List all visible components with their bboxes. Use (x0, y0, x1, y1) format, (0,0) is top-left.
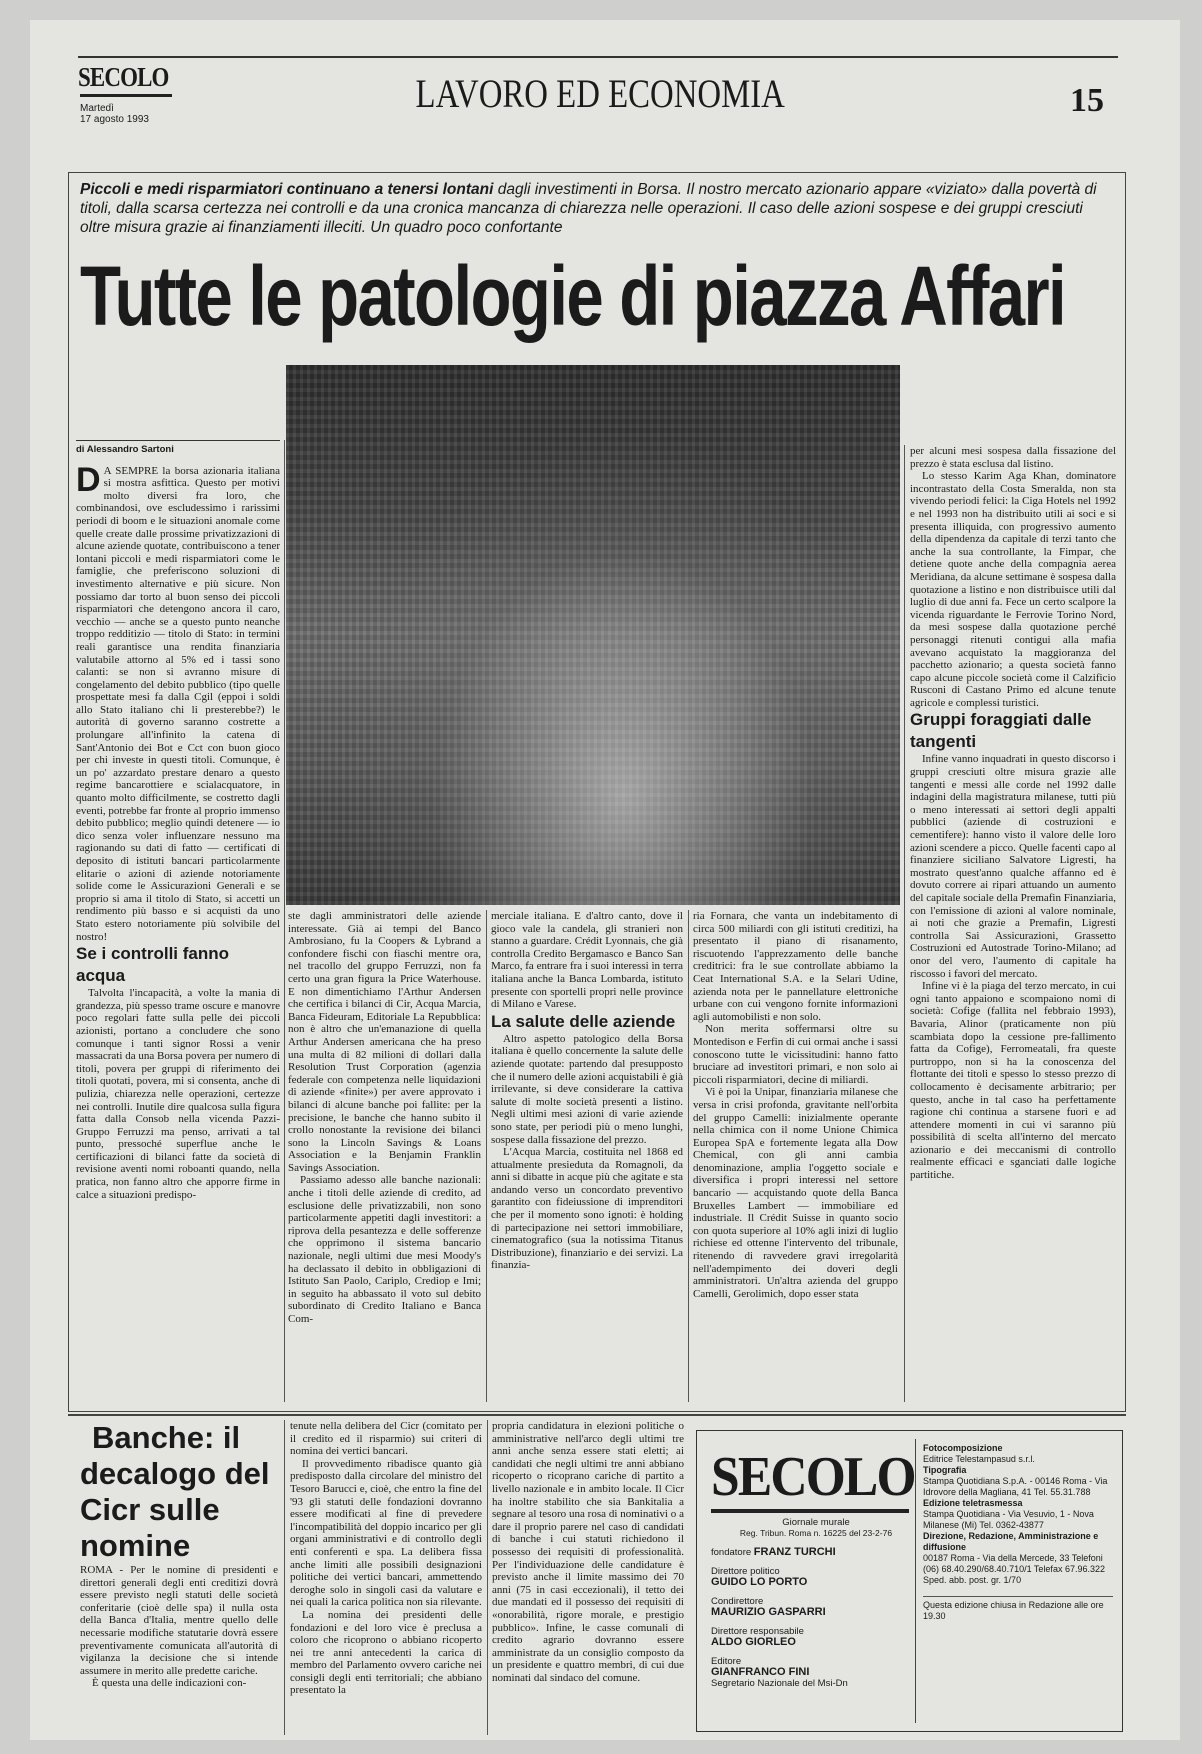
column-2 (288, 910, 481, 1402)
column-5 (910, 445, 1116, 1402)
imprint-heading: Direzione, Redazione, Amministrazione e diffusione (923, 1531, 1099, 1552)
date: 17 agosto 1993 (80, 114, 149, 125)
paragraph: tenute nella delibera del Cicr (comitato per il credito ed il risparmio) sui criteri di nomina dei vertici bancari. (290, 1420, 482, 1458)
staff-name: GIANFRANCO FINI (711, 1666, 810, 1678)
paragraph: D A SEMPRE la borsa azionaria italiana si mostra asfittica. Questo per motivi molto diversi fra loro, che combinandosi, ove escludessimo i rarissimi periodi di boom e le situazioni anomale come quelle create dalle prossime privatizzazioni di alcune aziende quotate, contribuiscono a tener lontani piccoli e medi risparmiatori come le famiglie, che preferiscono soluzioni di investimento alternative e più sicure. Non possiamo dar torto al buon senso dei piccoli risparmiatori che detengono ancora il caro, vecchio — anche se a questo punto neanche troppo redditizio — titolo di Stato: in termini reali garantisce una rendita finanziaria valutabile attorno al 5% ed i tassi sono calanti: se non si avranno misure di congelamento del debito pubblico (tipo quelle prospettate mesi fa dalla Cgil (eppoi i soldi allo Stato italiano chi li presterebbe?) le autorità di governo saranno costrette a prolungare all'infinito la catena di Sant'Antonio dei Bot e Cct con buon gioco per chi investe in questi titoli. Comunque, è un po' azzardato prestare denaro a questo regime bancarottiere e scialacquatore, in quanto molto difficilmente, se costretto dagli eventi, potrebbe far fronte al proprio immenso debito pubblico; meglio quindi detenere — io dico senza voler influenzare nessuno ma ragionando su dati di fatto — certificati di deposito di istituti bancari particolarmente elitarie o azioni di aziende notoriamente solide come le Assicurazioni Generali e se proprio si ama il titolo di Stato, si accetti un rendimento più basso e si acquisti da uno Stato estero notoriamente più solvibile del nostro! (76, 460, 280, 943)
imprint-text: Stampa Quotidiana S.p.A. - 00146 Roma - Via Idrovore della Magliana, 41 Tel. 55.31.788 (923, 1476, 1108, 1497)
imprint-heading: Edizione teletrasmessa (923, 1498, 1023, 1508)
staff-role: Editore (711, 1656, 742, 1667)
masthead-credits (711, 1517, 921, 1689)
page-number: 15 (1070, 82, 1104, 119)
column-4 (693, 910, 898, 1402)
subheading: Se i controlli fanno acqua (76, 944, 230, 986)
subheading: La salute delle aziende (491, 1011, 676, 1031)
paragraph: Infine vanno inquadrati in questo discorso i gruppi cresciuti oltre misura grazie alle tangenti e messi alle corde nel 1992 dalle indagini della magistratura milanese, tutti più o meno interessati ai settori degli appalti pubblici (aziende di costruzioni e cementifere): hanno visto il valore delle loro azioni scendere a picco. Quelle facenti capo al finanziere siciliano Salvatore Ligresti, ha mostrato quest'anno qualche affanno ed è dovuto correre ai ripari attuando un aumento del capitale sociale della Premafin Finanziaria, con l'emissione di azioni al valore nominale, ai noti che grazie a Premafin, Ligresti controlla Sai Assicurazioni, Grassetto Costruzioni ed Autostrade Torino-Milano; ad onor del vero, l'aumento di capitale ha riscosso i favori del mercato. (910, 753, 1116, 980)
subheading: Gruppi foraggiati dalle tangenti (910, 710, 1092, 752)
closing-note: Questa edizione chiusa in Redazione alle ore 19.30 (923, 1596, 1113, 1622)
imprint-text: Stampa Quotidiana - Via Vesuvio, 1 - Nova Milanese (Mi) Tel. 0362-43877 (923, 1509, 1094, 1530)
staff-role: Condirettore (711, 1596, 764, 1607)
staff-name: MAURIZIO GASPARRI (711, 1606, 826, 1618)
stock-exchange-photo (286, 365, 900, 905)
section-title (300, 70, 900, 117)
paragraph: Talvolta l'incapacità, a volte la mania di grandezza, più spesso trame oscure e manovre poco regolari fatte sulla pelle dei piccoli azionisti, portano a concludere che sono comunque i tanti signor Rossi a venir massacrati da una Borsa povera per numero di titoli, povera per gruppi di riferimento dei titoli quotati, povera, mi si consenta, anche di pulizia, chiarezza nelle operazioni, certezze nei controlli. Inutile dire qualcosa sulla figura fatta dalla Consob nella vicenda Pazzi-Gruppo Ferruzzi ma penso, arrivati a tal punto, pressoché superflue anche le certificazioni di bilanci fatte da società di revisione aventi nomi roboanti quando, nella pratica, non fanno altro che apporre firme in calce a situazioni predispo- (76, 987, 280, 1201)
deck-text: dagli investimenti in Borsa. Il nostro mercato azionario appare «viziato» dalla povertà di titoli, dalla scarsa certezza nei controlli e da una cronica mancanza di chiarezza nelle operazioni. Il caso delle azioni sospese e dei gruppi cresciuti oltre misura grazie ai finanziamenti illeciti. Un quadro poco confortante (80, 181, 1097, 236)
paragraph: merciale italiana. E d'altro canto, dove il gioco vale la candela, gli stranieri non stanno a guardare. Crédit Lyonnais, che già controlla Credito Bergamasco e Banco San Marco, fa entrare fra i suoi interessi in terra italiana anche la Banca Lombarda, istituto presente con sportelli propri nelle province di Milano e Varese. (491, 910, 683, 1011)
masthead-box (696, 1430, 1123, 1732)
paragraph: Passiamo adesso alle banche nazionali: anche i titoli delle aziende di credito, ad esclusione delle privatizzabili, non sono particolarmente appetiti dagli investitori: a riprova della pesantezza e delle sofferenze che opprimono il sistema bancario nazionale, negli ultimi due mesi Moody's ha declassato il debito in obbligazioni di Istituto San Paolo, Cariplo, Crediop e Imi; in seguito ha abbassato il voto sul debito subordinato di Credito Italiano e Banca Com- (288, 1174, 481, 1325)
masthead-divider (915, 1439, 916, 1723)
paragraph: ste dagli amministratori delle aziende interessate. Già ai tempi del Banco Ambrosiano, fu la Coopers & Lybrand a confondere fischi con fiaschi mentre ora, nel tracollo del gruppo Ferruzzi, non fa certo una gran figura la Price Waterhouse. E non dimentichiamo l'Arthur Andersen che certifica i bilanci di Cir, Acqua Marcia, Banca Fideuram, Editoriale La Repubblica: non è altro che un'emanazione di quella Arthur Andersen americana che ha preso una multa di 82 milioni di dollari dalla Resolution Trust Corporation (agenzia federale con competenza nelle liquidazioni di aziende «finite») per avere approvato i bilanci di alcune banche poi fallite: per la precisione, le banche che hanno subito il crollo nonostante la revisione dei bilanci sono la Lincoln Savings & Loans Association e la Benjamin Franklin Savings Association. (288, 910, 481, 1174)
founder-label: fondatore (711, 1547, 752, 1558)
paragraph: L'Acqua Marcia, costituita nel 1868 ed attualmente presieduta da Romagnoli, da anni si dibatte in acque più che agitate e sta andando verso un concordato preventivo garantito con fideiussione di imprenditori che per il momento sono ignoti: è holding di partecipazione nei settori immobiliare, cinematografico (sua la notissima Titanus Distribuzione), finanziario e dei servizi. La finanzia- (491, 1146, 683, 1272)
registration: Reg. Tribun. Roma n. 16225 del 23-2-76 (739, 1528, 893, 1538)
paragraph: ROMA - Per le nomine di presidenti e direttori generali degli enti creditizi dovrà essere previsto negli statuti delle società conferitarie (cioè delle spa) il nulla osta della Banca d'Italia, mentre quello delle necessarie modifiche statutarie dovrà essere preventivamente comunicata all'autorità di vigilanza la decisione che si intende assumere in merito alle predette cariche. (80, 1564, 278, 1677)
newspaper-logo: SECOLO (78, 62, 169, 92)
paragraph: La nomina dei presidenti delle fondazioni e del loro vice è preclusa a coloro che ricoprono o abbiano ricoperto nei tre anni antecedenti la carica di membro del Parlamento ovvero cariche nei consigli degli enti territoriali; che abbiano presentato la (290, 1608, 482, 1697)
article-headline: Tutte le patologie di piazza Affari (80, 249, 1066, 343)
dateline (80, 103, 149, 125)
column-divider (284, 1420, 285, 1735)
imprint-text: 00187 Roma - Via della Mercede, 33 Telefoni (06) 68.40.290/68.40.710/1 Telefax 67.96.322 Sped. abb. post. gr. 1/70 (923, 1553, 1105, 1585)
banche-headline: Banche: il decalogo del Cicr sulle nomine (80, 1420, 270, 1563)
section-title-text: LAVORO ED ECONOMIA (415, 71, 785, 116)
paragraph: per alcuni mesi sospesa dalla fissazione del prezzo è stata esclusa dal listino. (910, 445, 1116, 470)
column-divider (688, 910, 689, 1402)
imprint-heading: Tipografia (923, 1465, 967, 1475)
column-3 (491, 910, 683, 1402)
article-deck (80, 180, 1110, 237)
deck-lead: Piccoli e medi risparmiatori continuano a tenersi lontani (80, 181, 494, 198)
column-divider (486, 910, 487, 1402)
column-divider (284, 440, 285, 1402)
staff-name: ALDO GIORLEO (711, 1636, 796, 1648)
staff-role: Direttore politico (711, 1566, 780, 1577)
paragraph: Il provvedimento ribadisce quanto già predisposto dalla circolare del ministro del Tesoro Barucci e, cioè, che entro la fine del '93 gli statuti delle fondazioni dovranno essere modificati al fine di prevedere l'incompatibilità del doppio incarico per gli organi amministrativi e di controllo degli enti conferenti e spa. La delibera fissa anche limiti alle possibili designazioni politiche dei vertici bancari, ammettendo deroghe solo in singoli casi da valutare e nei quali la carica politica non sia rilevante. (290, 1457, 482, 1609)
header-rule (78, 56, 1118, 58)
banche-column-3 (492, 1420, 684, 1735)
paragraph: propria candidatura in elezioni politiche o amministrative nell'arco degli ultimi tre anni anche senza essere stati eletti; ai candidati che negli ultimi tre anni abbiano ricoperto o ricoprano cariche di partito a livello nazionale e in ambito locale. Il Cicr ha inoltre stabilito che sia Bankitalia a segnare al tesoro una rosa di nominativi o a dare il proprio parere nel caso di candidati di banche i cui statuti richiedono il possesso dei requisiti di professionalità. Per l'individuazione delle candidature è previsto anche il limite massimo dei 70 anni (75 in casi eccezionali), il tetto dei due mandati ed il possesso dei requisiti di «onorabilità, rigore morale, e prestigio pubblico». Infine, le casse comunali di credito agrario dovranno essere amministrate da un consiglio composto da un presidente e quattro membri, di cui due nominati dal sindaco del comune. (492, 1420, 684, 1684)
paragraph: Lo stesso Karim Aga Khan, dominatore incontrastato della Costa Smeralda, non sta vivendo periodi felici: la Ciga Hotels nel 1992 e nel 1993 non ha distribuito utili ai soci e si presenta illiquida, con progressivo aumento della dipendenza da capitale di terzi tanto che anche la sua controllante, la Fimpar, che detiene quote anche della compagnia aerea Meridiana, da alcune settimane è sospesa dalla quotazione a listino e non distribuisce utili dal luglio di due anni fa. Fece un certo scalpore la vicenda riguardante le Ferrovie Torino Nord, da mesi sospese dalla quotazione perché personaggi ritenuti contigui alla mafia avevano acquistato la maggioranza del pacchetto azionario; a questa società fanno capo alcune piccole società come il Calzificio Rusconi di Castano Primo ed alcune tenute agricole e complessi turistici. (910, 470, 1116, 709)
drop-cap: D (76, 460, 101, 499)
column-divider (487, 1420, 488, 1735)
masthead-subtitle: Giornale murale (782, 1517, 850, 1528)
banche-column-1 (80, 1420, 278, 1735)
imprint-heading: Fotocomposizione (923, 1443, 1003, 1453)
section-divider (68, 1414, 1126, 1416)
paragraph: Vi è poi la Unipar, finanziaria milanese che versa in crisi profonda, gravitante nell'orbita del gruppo Camelli: inizialmente operante nella chimica con il nome Unione Chimica Europea SpA e fortemente legata alla Dow Chemical, con gli anni cambia denominazione, amplia l'oggetto sociale e diversifica i propri interessi nel settore bancario — acquistando quote della Banca Bruxelles Lambert — immobiliare ed industriale. Il Crédit Suisse in quanto socio con quota superiore al 10% agli inizi di luglio richiese ed ottenne l'intervento del tribunale, ritenendo di ravvedere gravi irregolarità nell'adempimento dei doveri degli amministratori. Un'altra azienda del gruppo Camelli, Gerolimich, dopo esser stata (693, 1086, 898, 1300)
column-1 (76, 440, 280, 1402)
weekday: Martedì (80, 103, 114, 114)
byline: di Alessandro Sartoni (76, 440, 280, 457)
masthead-imprint (923, 1443, 1113, 1622)
paragraph: Infine vi è la piaga del terzo mercato, in cui ogni tanto appaiono e scompaiono nomi di società: Cofige (fallita nel febbraio 1993), Bavaria, Alinor (praticamente non più scambiata dopo la cessione pre-fallimento fatta da Cofige), Ferromeatali, fra queste purtroppo, non si ha la conoscenza del flottante dei titoli e spesso lo stesso prezzo di collocamento è decisamente arbitrario; per questo, anche in tal caso ha perfettamente ragione chi continua a starsene fuori e ad attendere momenti in cui vi saranno più possibilità di scelta all'interno del mercato azionario e dei meccanismi di controllo realmente efficaci e sganciati dalle logiche partitiche. (910, 980, 1116, 1182)
staff-role: Direttore responsabile (711, 1626, 804, 1637)
paragraph: ria Fornara, che vanta un indebitamento di circa 500 miliardi con gli istituti creditizi, ha presentato il piano di risanamento, riscuotendo l'apprezzamento delle banche creditrici: fra le sue controllate abbiamo la Ceat International S.A. e la Selari Udine, azienda nota per le pannellature elettroniche urbane con cui vengono fornite informazioni agli automobilisti e non solo. (693, 910, 898, 1023)
banche-column-2 (290, 1420, 482, 1735)
founder-name: FRANZ TURCHI (753, 1546, 836, 1558)
masthead-logo-bar (711, 1509, 909, 1513)
masthead-logo: SECOLO (711, 1446, 915, 1508)
paragraph: Non merita soffermarsi oltre su Montedison e Ferfin di cui ormai anche i sassi conoscono tutte le vicissitudini: hanno fatto bruciare ad investitori primari, e non solo ai piccoli risparmiatori, decine di miliardi. (693, 1023, 898, 1086)
column-divider (904, 445, 905, 1402)
logo-underline (80, 94, 172, 97)
paragraph: Altro aspetto patologico della Borsa italiana è quello concernente la salute delle aziende quotate: partendo dal presupposto che il numero delle azioni acquistabili è già irrilevante, si deve considerare la cattiva salute di molte società presenti a listino. Negli ultimi mesi azioni di varie aziende sono state, per periodi più o meno lunghi, sospese dalla fissazione del prezzo. (491, 1032, 683, 1146)
staff-name: GUIDO LO PORTO (711, 1576, 808, 1588)
paragraph: È questa una delle indicazioni con- (92, 1677, 247, 1690)
editor-note: Segretario Nazionale del Msi-Dn (711, 1678, 848, 1689)
imprint-text: Editrice Telestampasud s.r.l. (923, 1454, 1035, 1464)
